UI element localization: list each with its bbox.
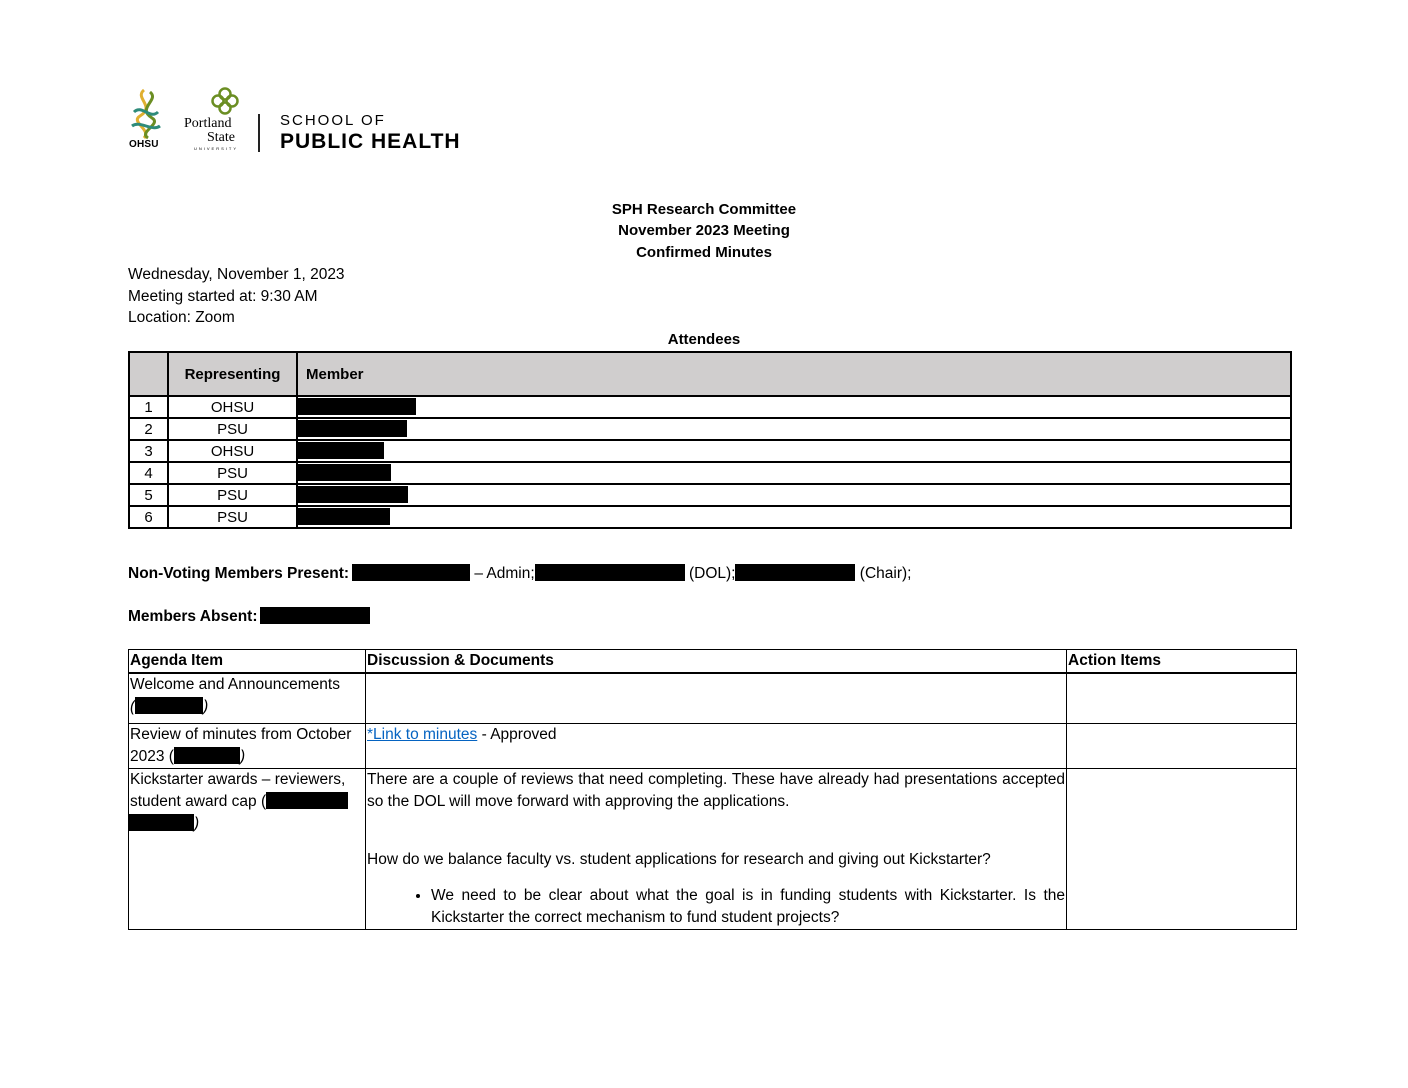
row-representing: OHSU xyxy=(168,396,297,418)
redaction-bar xyxy=(298,420,407,437)
discussion-paragraph: There are a couple of reviews that need completing. These have already had presentations accepted so the DOL will move forward with approving the applications. xyxy=(367,770,1065,810)
row-member xyxy=(297,396,1291,418)
col-number xyxy=(129,352,168,396)
psu-emblem-icon xyxy=(210,86,240,116)
non-voting-role-chair: (Chair); xyxy=(855,565,912,582)
logo-divider xyxy=(258,114,260,152)
row-representing: PSU xyxy=(168,462,297,484)
row-number: 4 xyxy=(129,462,168,484)
agenda-item-text: Kickstarter awards – reviewers, student award cap ( xyxy=(130,770,346,810)
redaction-bar xyxy=(260,607,370,624)
agenda-table xyxy=(128,649,1297,930)
discussion-bullets xyxy=(367,885,1065,929)
table-header-row xyxy=(129,352,1291,396)
attendees-table xyxy=(128,351,1292,529)
school-logo xyxy=(126,86,486,158)
row-representing: PSU xyxy=(168,506,297,528)
discussion-cell xyxy=(366,723,1067,768)
meeting-date: Wednesday, November 1, 2023 xyxy=(128,266,345,283)
ohsu-emblem-icon xyxy=(126,86,166,142)
discussion-question: How do we balance faculty vs. student applications for research and giving out Kickstarter? xyxy=(367,850,991,868)
row-number: 2 xyxy=(129,418,168,440)
row-number: 1 xyxy=(129,396,168,418)
table-row xyxy=(129,462,1291,484)
agenda-item-cell: Kickstarter awards – reviewers, student award cap ( ) xyxy=(129,768,366,929)
row-member xyxy=(297,418,1291,440)
table-row xyxy=(129,440,1291,462)
non-voting-role-admin: – Admin; xyxy=(470,565,535,582)
redaction-bar xyxy=(352,564,470,581)
sph-wordmark-line1: SCHOOL OF xyxy=(280,112,386,129)
row-representing: PSU xyxy=(168,418,297,440)
redaction-bar xyxy=(298,398,416,415)
row-member xyxy=(297,484,1291,506)
agenda-item-presenter: ( ) xyxy=(130,698,209,715)
psu-wordmark-line2: State xyxy=(207,130,235,145)
table-row xyxy=(129,768,1297,929)
table-row xyxy=(129,673,1297,723)
psu-wordmark-line1: Portland xyxy=(184,116,232,131)
meeting-start: Meeting started at: 9:30 AM xyxy=(128,288,318,305)
psu-wordmark-line3: UNIVERSITY xyxy=(194,146,239,151)
sph-wordmark-line2: PUBLIC HEALTH xyxy=(280,130,461,153)
redaction-bar xyxy=(128,814,194,831)
ohsu-wordmark: OHSU xyxy=(129,139,159,150)
row-member xyxy=(297,440,1291,462)
link-to-minutes[interactable]: *Link to minutes xyxy=(367,725,478,743)
table-row xyxy=(129,506,1291,528)
col-discussion: Discussion & Documents xyxy=(366,650,1067,674)
row-number: 6 xyxy=(129,506,168,528)
redaction-bar xyxy=(135,697,203,714)
non-voting-role-dol: (DOL); xyxy=(684,565,736,582)
non-voting-label: Non-Voting Members Present: xyxy=(128,565,350,582)
col-member: Member xyxy=(297,352,1291,396)
attendees-heading: Attendees xyxy=(667,331,741,348)
row-representing: OHSU xyxy=(168,440,297,462)
redaction-bar xyxy=(735,564,855,581)
list-item: • We need to be clear about what the goal is in funding students with Kickstarter. Is the Kickstarter the correct mechanism to fund student projects? xyxy=(431,885,1065,929)
action-cell xyxy=(1067,768,1297,929)
redaction-bar xyxy=(298,442,384,459)
members-absent-label: Members Absent: xyxy=(128,608,258,625)
redaction-bar xyxy=(298,464,391,481)
discussion-cell xyxy=(366,673,1067,723)
redaction-bar xyxy=(266,792,348,809)
agenda-item-cell xyxy=(129,673,366,723)
table-row xyxy=(129,484,1291,506)
approval-status: - Approved xyxy=(477,725,557,743)
col-action-items: Action Items xyxy=(1067,650,1297,674)
col-representing: Representing xyxy=(168,352,297,396)
document-subtitle: November 2023 Meeting xyxy=(618,222,790,239)
non-voting-members xyxy=(128,564,911,583)
redaction-bar xyxy=(298,508,390,525)
table-header-row xyxy=(129,650,1297,674)
meeting-location: Location: Zoom xyxy=(128,309,235,326)
agenda-item-cell: Review of minutes from October 2023 ( ) xyxy=(129,723,366,768)
redaction-bar xyxy=(535,564,685,581)
redaction-bar xyxy=(298,486,408,503)
redaction-bar xyxy=(174,747,240,764)
action-cell xyxy=(1067,673,1297,723)
table-row xyxy=(129,418,1291,440)
document-status: Confirmed Minutes xyxy=(636,244,772,261)
agenda-item-text: Welcome and Announcements xyxy=(130,676,340,693)
row-member xyxy=(297,462,1291,484)
row-representing: PSU xyxy=(168,484,297,506)
table-row xyxy=(129,723,1297,768)
table-row xyxy=(129,396,1291,418)
row-number: 5 xyxy=(129,484,168,506)
col-agenda-item: Agenda Item xyxy=(129,650,366,674)
members-absent xyxy=(128,607,370,626)
row-number: 3 xyxy=(129,440,168,462)
row-member xyxy=(297,506,1291,528)
agenda-item-text: Review of minutes from October 2023 ( xyxy=(130,725,352,765)
document-title: SPH Research Committee xyxy=(611,201,797,218)
discussion-cell xyxy=(366,768,1067,929)
action-cell xyxy=(1067,723,1297,768)
